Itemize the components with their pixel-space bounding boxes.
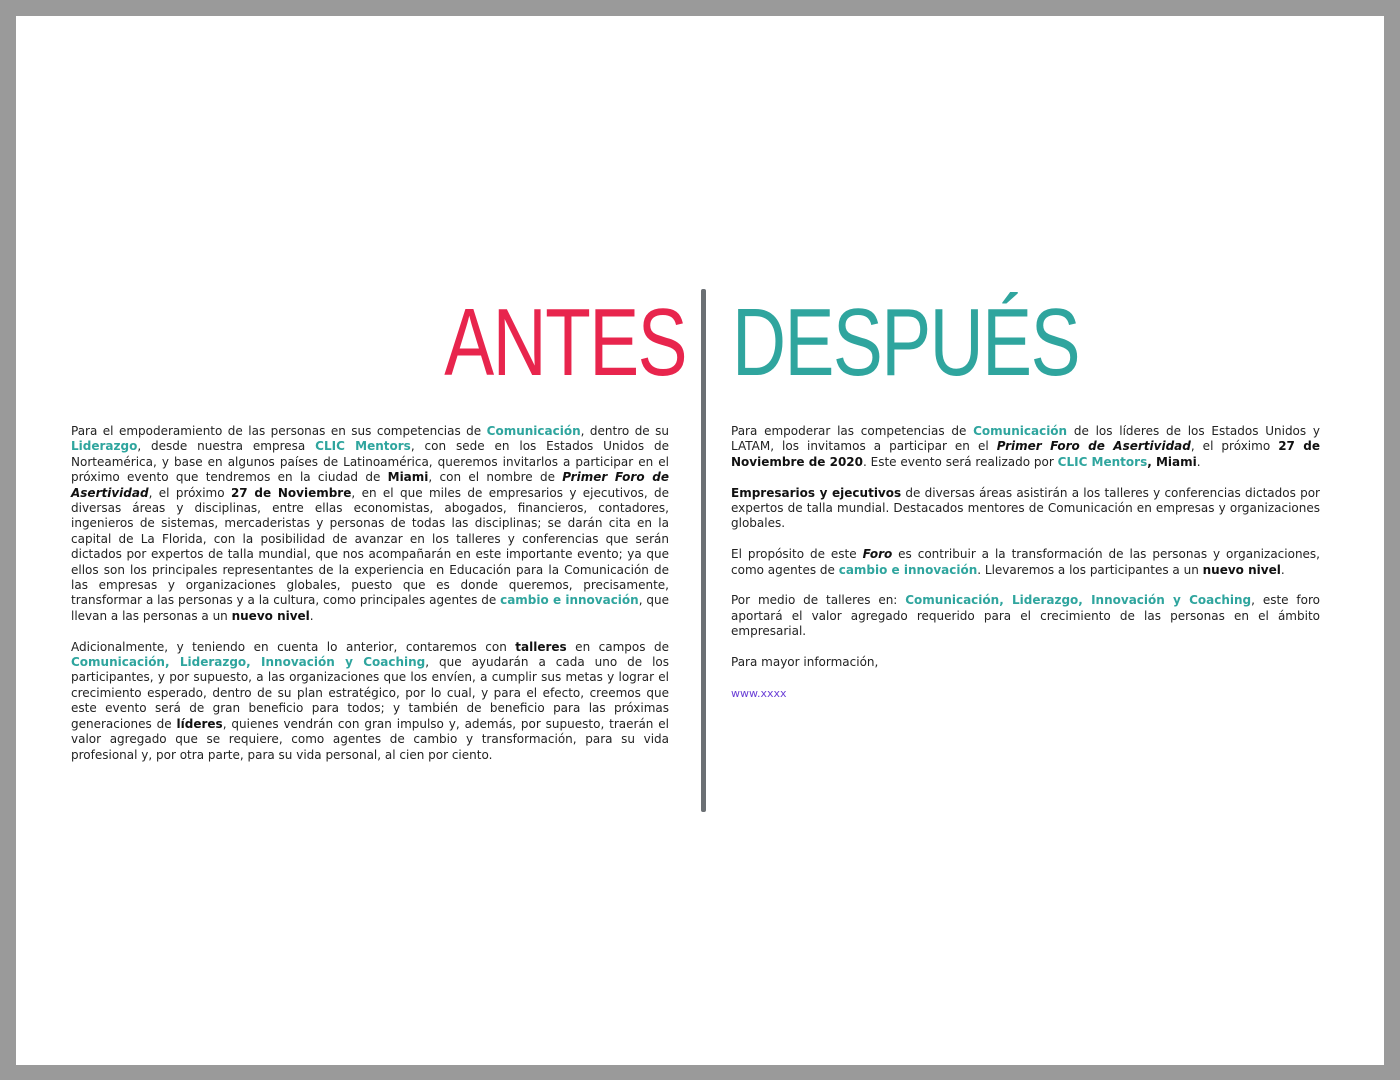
highlight-cambio: cambio e innovación: [838, 562, 978, 577]
text-span: de diversas áreas asistirán a los talleres y conferencias dictados por expertos de talla mundial. Destacados mentores de Comunicación en empresas y organizaciones globales.: [731, 485, 1320, 531]
text-span: Adicionalmente, y teniendo en cuenta lo anterior, contaremos con: [71, 639, 516, 654]
highlight-clic-mentors: CLIC Mentors: [1057, 454, 1148, 469]
bold-italic-foro: Primer Foro de Asertividad: [71, 470, 669, 500]
antes-paragraph-1: [71, 424, 669, 624]
despues-paragraph-1: [731, 424, 1320, 470]
text-span: .: [309, 608, 314, 623]
heading-despues: DESPUÉS: [732, 289, 1079, 396]
despues-paragraph-4: [731, 593, 1320, 639]
despues-paragraph-2: [731, 486, 1320, 532]
despues-paragraph-5: Para mayor información,: [731, 655, 879, 670]
text-span: , con el nombre de: [428, 470, 563, 485]
bold-lideres: líderes: [176, 716, 223, 731]
text-span: Por medio de talleres en:: [731, 593, 906, 608]
despues-link-paragraph: [731, 686, 1320, 701]
vertical-divider: [701, 289, 706, 812]
highlight-campos: Comunicación, Liderazgo, Innovación y Coaching: [905, 593, 1252, 608]
text-span: .: [1196, 454, 1201, 469]
text-span: , dentro de su: [580, 424, 670, 438]
text-span: , quienes vendrán con gran impulso y, además, por supuesto, traerán el valor agregado que se requiere, como agentes de cambio y transformación, para su vida profesional y, por otra parte, para su vida personal, al cien por ciento.: [71, 716, 669, 762]
highlight-comunicacion: Comunicación: [973, 424, 1068, 438]
bold-italic-foro-word: Foro: [862, 547, 893, 562]
bold-miami: Miami: [387, 470, 429, 485]
text-span: , con sede en los Estados Unidos de Norteamérica, y base en algunos países de Latinoamérica, queremos invitarlos a participar en el próximo evento que tendremos en la ciudad de: [71, 439, 669, 485]
text-span: Para el empoderamiento de las personas en sus competencias de: [71, 424, 487, 438]
highlight-liderazgo: Liderazgo: [71, 439, 138, 454]
bold-date: 27 de Noviembre de 2020: [731, 439, 1321, 469]
text-span: , este foro aportará el valor agregado requerido para el crecimiento de las personas en el ámbito empresarial.: [731, 593, 1320, 639]
bold-nuevo-nivel: nuevo nivel: [231, 608, 310, 623]
text-span: . Llevaremos a los participantes a un: [977, 562, 1203, 577]
text-span: es contribuir a la transformación de las personas y organizaciones, como agentes de: [731, 547, 1321, 577]
text-span: , desde nuestra empresa: [137, 439, 316, 454]
highlight-comunicacion: Comunicación: [486, 424, 581, 438]
bold-nuevo-nivel: nuevo nivel: [1202, 562, 1281, 577]
antes-column: [71, 424, 669, 778]
highlight-cambio: cambio e innovación: [500, 593, 639, 608]
text-span: de los líderes de los Estados Unidos y LATAM, los invitamos a participar en el: [731, 424, 1320, 454]
despues-paragraph-3: [731, 547, 1320, 578]
document-page: [16, 16, 1384, 1065]
bold-date: 27 de Noviembre: [230, 485, 352, 500]
text-span: , que ayudarán a cada uno de los participantes, y por supuesto, a las organizaciones que los envíen, a cumplir sus metas y lograr el crecimiento esperado, dentro de su plan estratégico, por lo cual, y para el efecto, creemos que este evento será de gran beneficio para todos; y también de beneficio para las próximas generaciones de: [71, 655, 669, 731]
website-link[interactable]: www.xxxx: [731, 686, 787, 700]
bold-empresarios: Empresarios y ejecutivos: [731, 485, 902, 500]
despues-column: [731, 424, 1320, 717]
text-span: Para empoderar las competencias de: [731, 424, 974, 438]
text-span: en campos de: [566, 639, 669, 654]
highlight-campos: Comunicación, Liderazgo, Innovación y Coaching: [71, 655, 426, 670]
text-span: , que llevan a las personas a un: [71, 593, 669, 623]
antes-paragraph-2: [71, 640, 669, 763]
text-span: . Este evento será realizado por: [863, 454, 1058, 469]
text-span: El propósito de este: [731, 547, 863, 562]
heading-antes: ANTES: [444, 289, 686, 396]
text-span: .: [1280, 562, 1285, 577]
text-span: , en el que miles de empresarios y ejecutivos, de diversas áreas y disciplinas, entre ellas economistas, abogados, financieros, contadores, ingenieros de sistemas, mercaderistas y personas de todas las disciplinas; se darán cita en la capital de La Florida, con la posibilidad de avanzar en los talleres y conferencias que serán dictados por expertos de talla mundial, que nos acompañarán en este importante evento; ya que ellos son los principales representantes de la experiencia en Educación para la Comunicación de las empresas y organizaciones globales, puesto que es donde queremos, precisamente, transformar a las personas y a la cultura, como principales agentes de: [71, 485, 670, 608]
text-span: , el próximo: [1190, 439, 1279, 454]
text-span: , el próximo: [148, 485, 231, 500]
highlight-clic-mentors: CLIC Mentors: [315, 439, 411, 454]
bold-italic-foro: Primer Foro de Asertividad: [996, 439, 1191, 454]
bold-talleres: talleres: [515, 639, 567, 654]
bold-miami: , Miami: [1147, 454, 1197, 469]
